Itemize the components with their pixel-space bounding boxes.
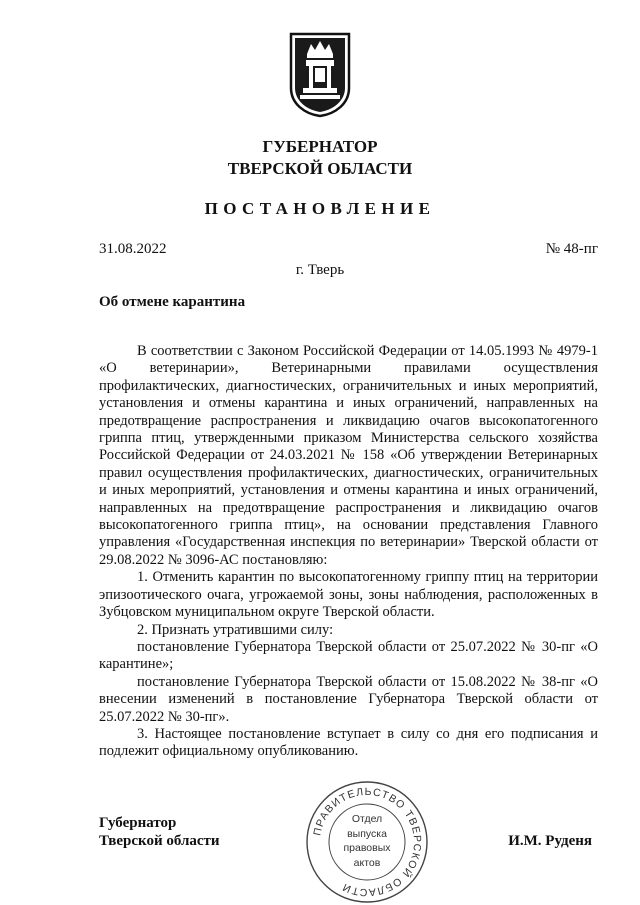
issuer-title-line2: ТВЕРСКОЙ ОБЛАСТИ [227,159,413,178]
document-city: г. Тверь [295,262,345,278]
document-body [99,343,598,761]
tver-coat-of-arms-emblem [285,30,355,118]
issuer-title-line1: ГУБЕРНАТОР [262,137,378,156]
document-number: № 48-пг [545,241,598,257]
signatory-position [99,814,220,850]
signatory-position-line2: Тверской области [99,833,220,849]
stamp-ring-text: ПРАВИТЕЛЬСТВО ТВЕРСКОЙ ОБЛАСТИ [311,785,424,899]
signatory-name: И.М. Руденя [508,833,592,849]
clause-3: 3. Настоящее постановление вступает в силу со дня его подписания и подлежит официальному опубликованию. [99,725,598,760]
document-subject: Об отмене карантина [99,294,246,310]
stamp-line4: актов [353,856,381,869]
document-date: 31.08.2022 [99,241,167,257]
clause-2a: постановление Губернатора Тверской области от 25.07.2022 № 30-пг «О карантине»; [99,638,598,673]
clause-2: 2. Признать утратившими силу: [137,621,334,638]
stamp-line2: выпуска [347,827,387,840]
stamp-line3: правовых [343,842,391,854]
clause-1: 1. Отменить карантин по высокопатогенному гриппу птиц на территории эпизоотического очага, угрожаемой зоны, зоны наблюдения, расположенных в Зубцовском муниципальном округе Тверской области. [99,569,598,621]
document-type-heading: ПОСТАНОВЛЕНИЕ [204,199,436,218]
signatory-position-line1: Губернатор [99,815,177,831]
preamble-paragraph: В соответствии с Законом Российской Федерации от 14.05.1993 № 4979-1 «О ветеринарии», Ветеринарными правилами осуществления профилактических, диагностических, ограничительных и иных мероприятий, установления и отмены карантина и иных ограничений, направленных на предотвращение распространения и ликвидацию очагов высокопатогенного гриппа птиц, утвержденными приказом Министерства сельского хозяйства Российской Федерации от 24.03.2021 № 158 «Об утверждении Ветеринарных правил осуществления профилактических, диагностических, ограничительных и иных мероприятий, установления и отмены карантина и иных ограничений, направленных на предотвращение распространения и ликвидацию очагов высокопатогенного гриппа птиц», на основании представления Главного управления «Государственная инспекция по ветеринарии» Тверской области от 29.08.2022 № 3096-АС постановляю: [99,343,598,568]
stamp-inner-text [300,812,434,870]
clause-2b: постановление Губернатора Тверской области от 15.08.2022 № 38-пг «О внесении изменений в постановление Губернатора Тверской области от 25.07.2022 № 30-пг». [99,673,598,725]
stamp-line1: Отдел [351,813,383,825]
